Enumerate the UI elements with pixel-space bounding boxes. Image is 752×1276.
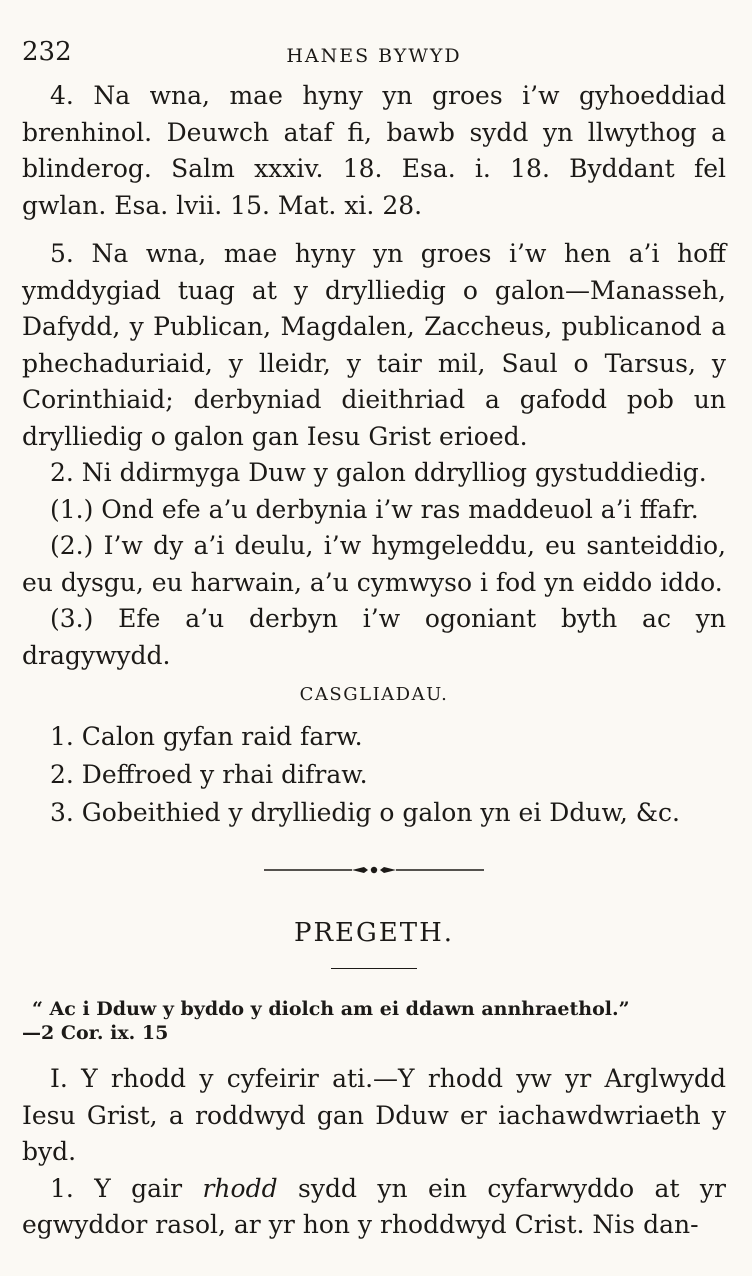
paragraph-5: 5. Na wna, mae hyny yn groes i’w hen a’i hoff ymddygiad tuag at y drylliedig o galon—Manasseh, Dafydd, y Publican, Magdalen, Zaccheus, publicanod a phechaduriaid, y lleidr, y tair mil, Saul o Tarsus, y Corinthiaid; derbyniad dieithriad a gafodd pob un drylliedig o galon gan Iesu Grist erioed. xyxy=(22,239,726,451)
point-1-start: 1. Y gair xyxy=(50,1173,183,1203)
subpoint-3: (3.) Efe a’u derbyn i’w ogoniant byth ac yn dragywydd. xyxy=(22,604,726,670)
page-content xyxy=(22,36,726,1244)
conclusions-heading: CASGLIADAU. xyxy=(299,684,449,705)
epigraph-reference: —2 Cor. ix. 15 xyxy=(22,1022,169,1044)
section-ornament xyxy=(22,842,726,894)
conclusion-item-1: 1. Calon gyfan raid farw. xyxy=(50,722,363,751)
conclusion-item-3: 3. Gobeithied y drylliedig o galon yn ei Dduw, &c. xyxy=(50,798,680,827)
page-number: 232 xyxy=(22,37,72,67)
ornament-rule-icon xyxy=(264,864,484,876)
paragraph-4: 4. Na wna, mae hyny yn groes i’w gyhoeddiad brenhinol. Deuwch ataf fi, bawb sydd yn llwythog a blinderog. Salm xxxiv. 18. Esa. i. 18. Byddant fel gwlan. Esa. lvii. 15. Mat. xi. 28. xyxy=(22,81,726,220)
running-head xyxy=(22,36,726,78)
subpoint-1: (1.) Ond efe a’u derbynia i’w ras maddeuol a’i ffafr. xyxy=(50,494,699,524)
point-1-italic-word: rhodd xyxy=(202,1173,278,1203)
title-rule xyxy=(331,968,417,969)
section-1: I. Y rhodd y cyfeirir ati.—Y rhodd yw yr Arglwydd Iesu Grist, a roddwyd gan Dduw er iachawdwriaeth y byd. xyxy=(22,1064,726,1166)
running-title: HANES BYWYD xyxy=(286,45,462,67)
point-1-rest: sydd yn ein cyfarwyddo at yr egwyddor rasol, ar yr hon y rhoddwyd Crist. Nis dan- xyxy=(22,1173,727,1239)
epigraph: “ Ac i Dduw y byddo y diolch am ei ddawn annhraethol.” xyxy=(32,998,630,1020)
subpoint-2: (2.) I’w dy a’i deulu, i’w hymgeleddu, eu santeiddio, eu dysgu, eu harwain, a’u cymwyso i fod yn eiddo iddo. xyxy=(22,531,726,597)
paragraph-2: 2. Ni ddirmyga Duw y galon ddrylliog gystuddiedig. xyxy=(50,458,707,487)
sermon-title: PREGETH. xyxy=(293,918,455,948)
point-1 xyxy=(22,1171,726,1244)
conclusion-item-2: 2. Deffroed y rhai difraw. xyxy=(50,760,368,789)
